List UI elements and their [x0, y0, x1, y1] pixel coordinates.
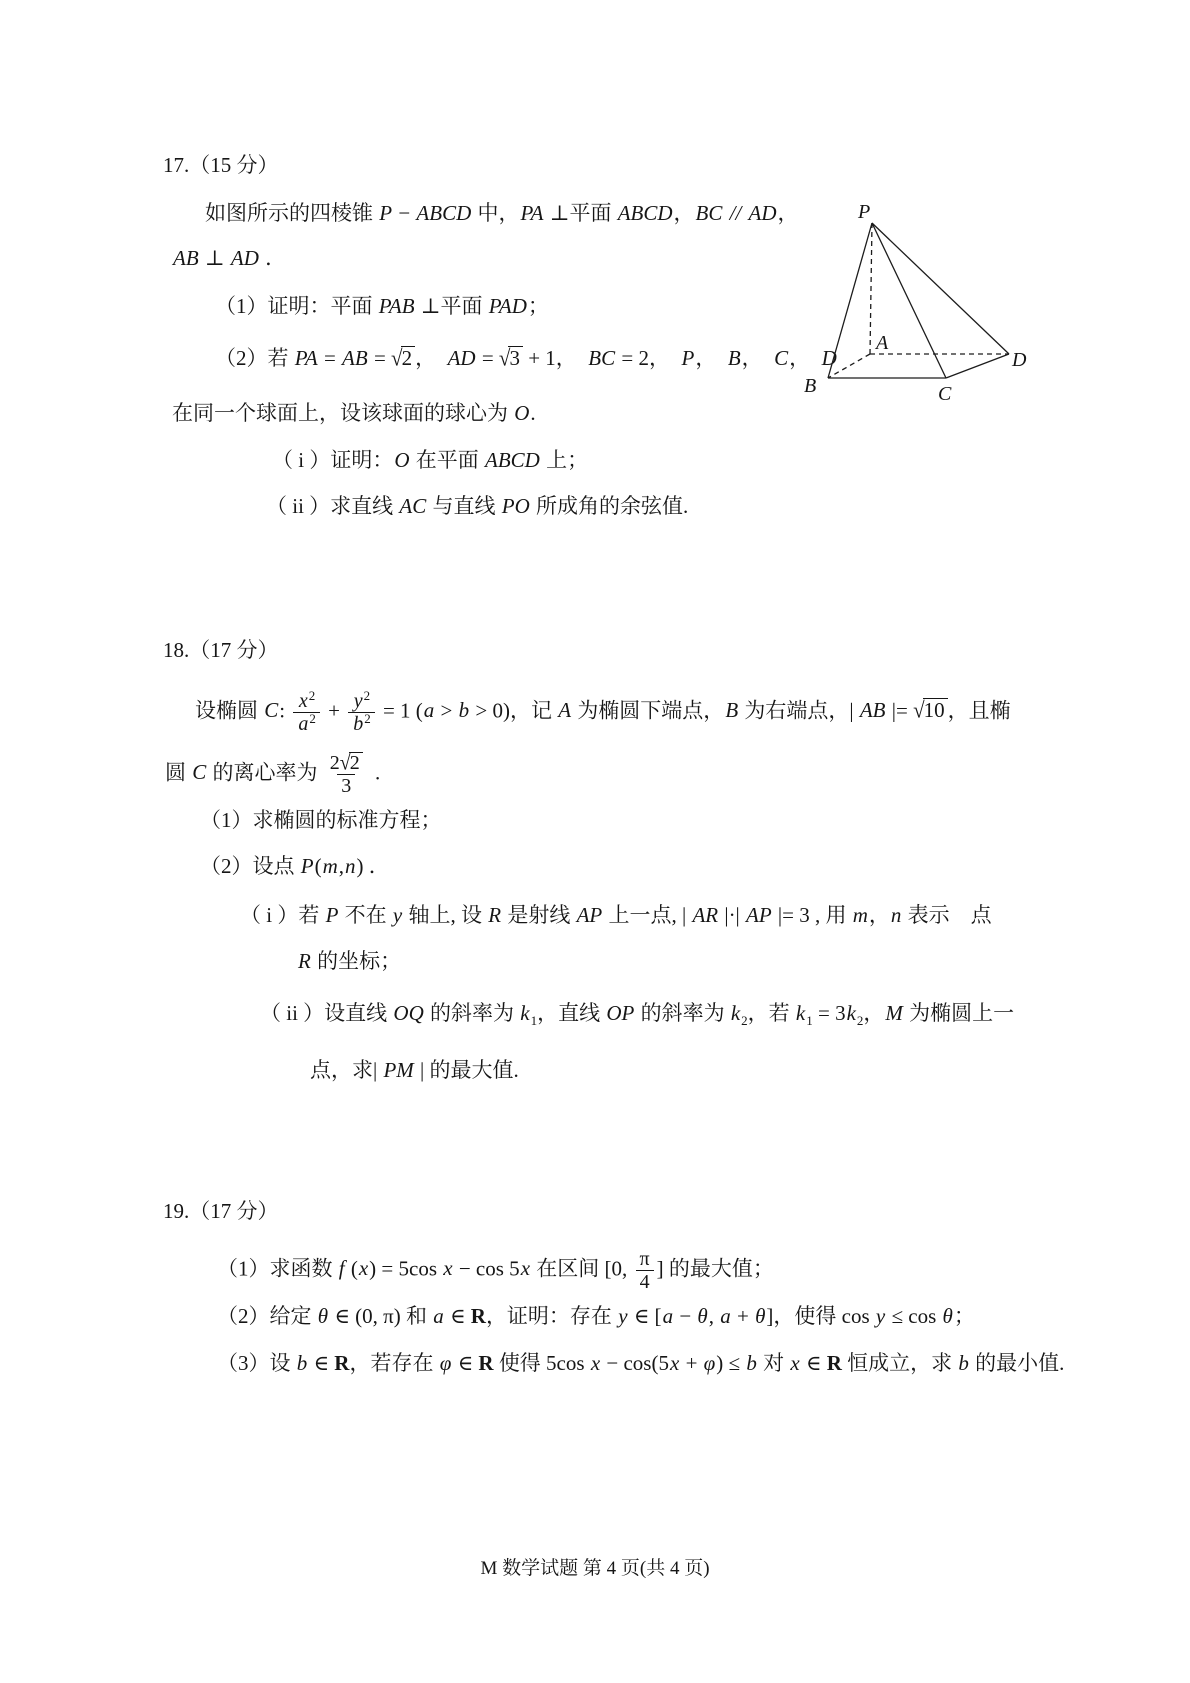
sqrt-radical: √2 — [340, 752, 363, 774]
q19-part2: （2）给定 θ ∈ (0, π) 和 a ∈ R，证明：存在 y ∈ [a − θ, a + θ]，使得 cos y ≤ cos θ； — [217, 1304, 975, 1328]
q17-part2-ii: （ ii ）求直线 AC 与直线 PO 所成角的余弦值. — [266, 494, 689, 518]
q19-part1: （1）求函数 f (x) = 5cos x − cos 5x 在区间 [0, $\frac{\pi}{4}$ ] 的最大值； — [217, 1248, 774, 1293]
edge-CD-solid — [946, 354, 1009, 378]
q18-part2-i-line1: （ i ）若 P 不在 y 轴上, 设 R 是射线 AP 上一点, | AR |·| AP |= 3 , 用 m，n 表示 点 — [240, 903, 992, 927]
q19-part3: （3）设 b ∈ R，若存在 φ ∈ R 使得 5cos x − cos(5x + φ) ≤ b 对 x ∈ R 恒成立，求 b 的最小值. — [217, 1351, 1065, 1375]
vertex-label-C: C — [938, 383, 952, 405]
q18-part2: （2）设点 P(m,n) ． — [200, 854, 390, 878]
pyramid-figure-svg — [755, 172, 1055, 412]
q17-number: 17.（15 分） — [163, 153, 279, 177]
q18-intro-line1: 设椭圆 C: $\frac{x^2}{a^2}$ + $\frac{y^2}{b^2}$ = 1 (a > b > 0)，记 A 为椭圆下端点，B 为右端点，| AB |= √10 ，且椭 — [195, 688, 1011, 735]
vertex-label-D: D — [1012, 349, 1027, 371]
fraction: $\frac{x^2}{a^2}$ — [293, 690, 320, 735]
edge-PC-solid — [872, 223, 946, 378]
edge-PB-solid — [828, 223, 872, 378]
q18-intro-line2: 圆 C 的离心率为 $\frac{2√2}{3}$ . — [165, 751, 381, 797]
q18-part2-ii-line2: 点，求| PM | 的最大值. — [310, 1058, 519, 1082]
sqrt-radical: √3 — [499, 346, 523, 369]
q18-number: 18.（17 分） — [163, 638, 279, 662]
page-footer: M 数学试题 第 4 页(共 4 页) — [480, 1558, 710, 1579]
q17-part2-line2: 在同一个球面上，设该球面的球心为 O. — [172, 401, 536, 425]
q19-number: 19.（17 分） — [163, 1199, 279, 1223]
vertex-label-P: P — [858, 201, 871, 223]
q17-intro-line1: 如图所示的四棱锥 P − ABCD 中，PA ⊥平面 ABCD，BC // AD， — [205, 201, 799, 225]
q17-part2-line1: （2）若 PA = AB = √2 ， AD = √3 + 1， BC = 2， P， B， C， D — [215, 345, 837, 371]
q17-intro-line2: AB ⊥ AD ． — [173, 246, 287, 270]
fraction: $\frac{\pi}{4}$ — [636, 1248, 654, 1293]
edge-PD-solid — [872, 223, 1009, 354]
vertex-label-B: B — [804, 375, 817, 397]
edge-PA-dashed — [870, 223, 872, 354]
fraction: $\frac{y^2}{b^2}$ — [348, 690, 375, 735]
q18-part2-i-line2: R 的坐标； — [298, 949, 402, 973]
fraction: $\frac{2√2}{3}$ — [326, 752, 367, 797]
sqrt-radical: √10 — [913, 698, 948, 721]
q18-part1: （1）求椭圆的标准方程； — [200, 808, 442, 832]
vertex-label-A: A — [876, 332, 889, 354]
q17-part2-i: （ i ）证明：O 在平面 ABCD 上； — [272, 448, 589, 472]
q17-part1: （1）证明：平面 PAB ⊥平面 PAD； — [215, 294, 549, 318]
pyramid-figure — [755, 172, 1055, 417]
q18-part2-ii-line1: （ ii ）设直线 OQ 的斜率为 $k_1$，直线 OP 的斜率为 $k_2$，若 $k_1 = 3k_2$，M 为椭圆上一 — [260, 1001, 1015, 1028]
sqrt-radical: √2 — [391, 346, 415, 369]
